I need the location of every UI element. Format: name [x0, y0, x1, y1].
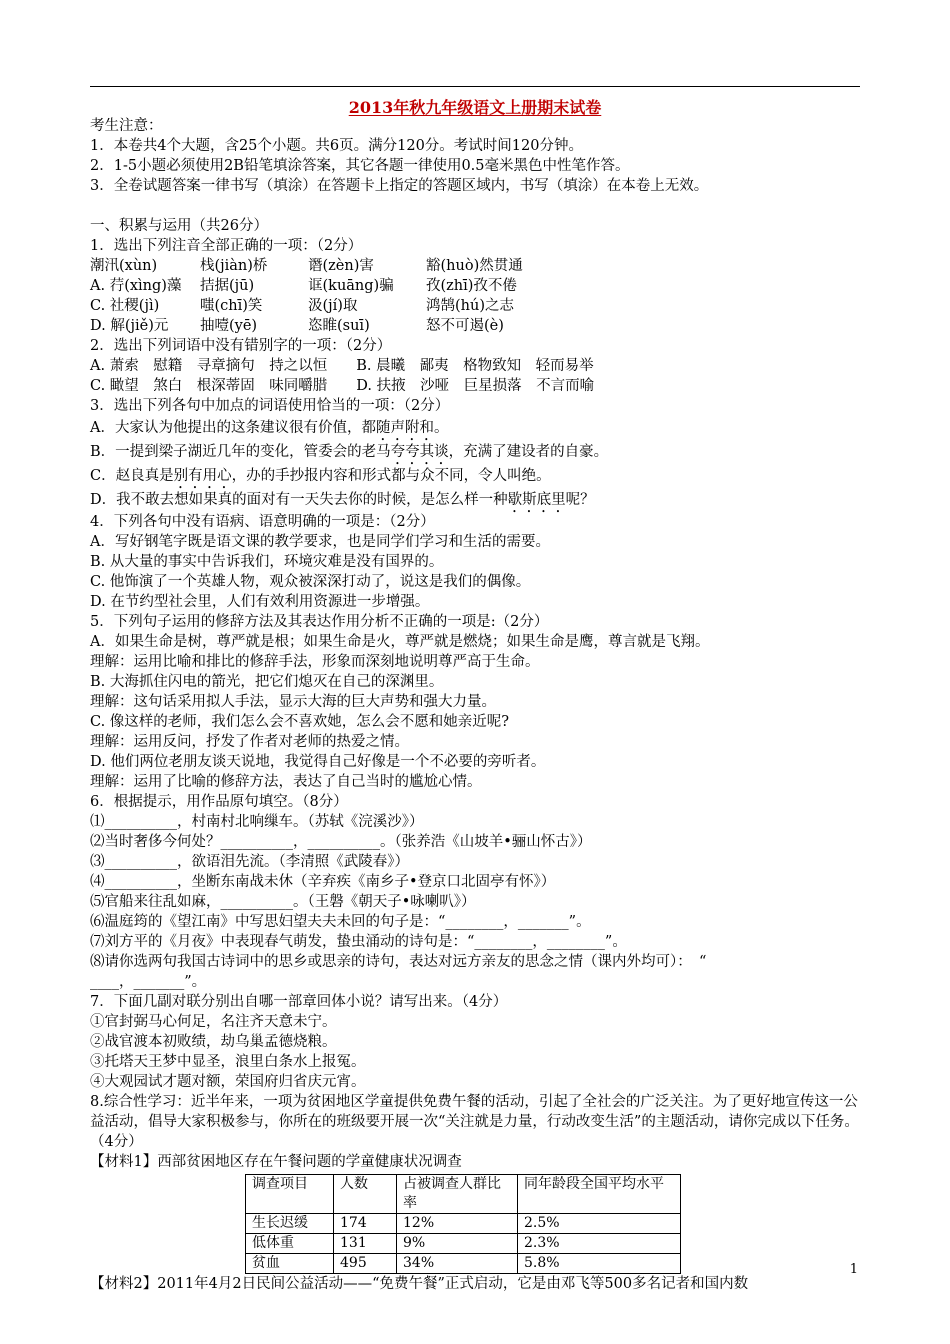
option-spacer [327, 376, 356, 396]
table-cell: 9% [397, 1234, 518, 1254]
option-cell: C. 社稷(jì) [90, 298, 160, 314]
q3-option [90, 488, 865, 512]
table-cell: 贫血 [246, 1254, 334, 1274]
q7-block [90, 992, 865, 1092]
q6-line: ⑹温庭筠的《望江南》中写思妇望夫夫未回的句子是：“________，_______”。 [90, 914, 591, 930]
q1-option-row [90, 296, 865, 316]
table-cell: 34% [397, 1254, 518, 1274]
option-text: C．赵良真是 [90, 468, 174, 484]
q7-line: ④大观园试才题对额，荣国府归省庆元宵。 [90, 1074, 366, 1090]
table-row [246, 1254, 681, 1274]
q5-line: C. 像这样的老师，我们怎么会不喜欢她，怎么会不愿和她亲近呢? [90, 714, 510, 730]
table-cell: 12% [397, 1214, 518, 1234]
page-number: 1 [849, 1262, 858, 1277]
table-cell: 2.3% [518, 1234, 681, 1254]
notice-item: 3．全卷试题答案一律书写（填涂）在答题卡上指定的答题区域内，书写（填涂）在本卷上无效。 [90, 178, 709, 194]
section-heading: 一、积累与运用（共26分） [90, 218, 268, 234]
q3-option [90, 464, 865, 488]
table-row [246, 1214, 681, 1234]
q5-line: A．如果生命是树，尊严就是根；如果生命是火，尊严就是燃烧；如果生命是鹰，尊言就是飞翔。 [90, 634, 710, 650]
option-cell: 谮(zèn)害 [308, 258, 374, 274]
option-cell: 恣睢(suī) [308, 318, 370, 334]
table-header: 调查项目 [246, 1175, 334, 1214]
table-cell: 2.5% [518, 1214, 681, 1234]
q5-line: 理解：这句话采用拟人手法，显示大海的巨大声势和强大力量。 [90, 694, 496, 710]
q6-line: ⑸官船来往乱如麻，__________。（王磐《朝天子•咏喇叭》） [90, 894, 476, 910]
q7-line: ①官封弼马心何足，名注齐天意未宁。 [90, 1014, 337, 1030]
q3-option [90, 440, 865, 464]
q4-line: A．写好钢笔字既是语文课的教学要求，也是同学们学习和生活的需要。 [90, 534, 550, 550]
option-cell: A. 荇(xìng)藻 [90, 278, 182, 294]
q3-options [90, 416, 865, 512]
dotted-phrase: 别有用心 [173, 468, 232, 484]
option-cell: 诓(kuāng)骗 [308, 278, 394, 294]
option-cell: 拮据(jū) [200, 278, 255, 294]
dotted-phrase: 歇斯底里 [507, 492, 566, 508]
option-cell: B. 晨曦 鄙夷 格物致知 轻而易举 [356, 358, 594, 374]
q2-option-row [90, 356, 865, 376]
q1-options [90, 256, 865, 336]
table-header: 占被调查人群比率 [397, 1175, 518, 1214]
q6-line: 6．根据提示，用作品原句填空。（8分） [90, 794, 348, 810]
option-cell: 怒不可遏(è) [426, 318, 504, 334]
q4-line: 4．下列各句中没有语病、语意明确的一项是：（2分） [90, 514, 435, 530]
option-text: 。 [433, 420, 449, 436]
q6-item-8-blank: ____，_______”。 [90, 974, 207, 990]
table-cell: 5.8% [518, 1254, 681, 1274]
option-cell: 汲(jí)取 [308, 298, 358, 314]
option-cell: C. 瞰望 煞白 根深蒂固 味同嚼腊 [90, 378, 328, 394]
q7-line: ③托塔天王梦中显圣，浪里白条水上报冤。 [90, 1054, 366, 1070]
option-spacer [327, 356, 356, 376]
option-cell: 栈(jiàn)桥 [200, 258, 268, 274]
option-cell: D. 扶掖 沙哑 巨星损落 不言而喻 [356, 378, 595, 394]
option-cell: 孜(zhī)孜不倦 [426, 278, 517, 294]
table-row [246, 1234, 681, 1254]
dotted-phrase: 夸夸其谈 [390, 444, 449, 460]
q5-line: 理解：运用反问，抒发了作者对老师的热爱之情。 [90, 734, 409, 750]
page-title: 2013年秋九年级语文上册期末试卷 [348, 98, 602, 117]
q7-line: ②战官渡本初败绩，劫乌巢孟德烧粮。 [90, 1034, 337, 1050]
q1-stem: 1．选出下列注音全部正确的一项：（2分） [90, 238, 363, 254]
q4-line: D. 在节约型社会里，人们有效利用资源进一步增强。 [90, 594, 430, 610]
table-cell: 174 [334, 1214, 397, 1234]
q5-line: B. 大海抓住闪电的箭光，把它们熄灭在自己的深渊里。 [90, 674, 444, 690]
option-cell: 豁(huò)然贯通 [426, 258, 523, 274]
option-cell: A. 萧索 慰籍 寻章摘句 持之以恒 [90, 358, 328, 374]
option-text: A．大家认为他提出的这条建议很有价值，都 [90, 420, 376, 436]
q6-line: ⑵当时奢侈今何处？__________，__________。（张养浩《山坡羊•骊山怀古》） [90, 834, 592, 850]
table-header: 人数 [334, 1175, 397, 1214]
option-text: D．我不敢去想如果真的面对有一天失去你的时候，是怎么样一种 [90, 492, 508, 508]
option-text: B．一提到梁子湖近几年的变化，管委会的老马 [90, 444, 391, 460]
material-1: 【材料1】西部贫困地区存在午餐问题的学童健康状况调查 [90, 1154, 462, 1170]
q6-block [90, 792, 865, 952]
option-cell: 嗤(chī)笑 [200, 298, 263, 314]
survey-table [245, 1174, 681, 1274]
table-header: 同年龄段全国平均水平 [518, 1175, 681, 1214]
q7-line: 7．下面几副对联分别出自哪一部章回体小说？请写出来。（4分） [90, 994, 508, 1010]
q5-line: 理解：运用了比喻的修辞方法，表达了自己当时的尴尬心情。 [90, 774, 482, 790]
q2-option-row [90, 376, 865, 396]
notice-heading: 考生注意： [90, 118, 163, 134]
material-2: 【材料2】2011年4月2日民间公益活动——“免费午餐”正式启动，它是由邓飞等500多名记者和国内数 [90, 1276, 749, 1292]
q5-line: 理解：运用比喻和排比的修辞手法，形象而深刻地说明尊严高于生命。 [90, 654, 540, 670]
q6-line: ⑷__________，坐断东南战未休（辛弃疾《南乡子•登京口北固亭有怀》） [90, 874, 556, 890]
q3-option [90, 416, 865, 440]
q1-option-row [90, 316, 865, 336]
q2-options [90, 356, 865, 396]
table-header-row [246, 1175, 681, 1214]
table-cell: 低体重 [246, 1234, 334, 1254]
table-cell: 生长迟缓 [246, 1214, 334, 1234]
q5-block [90, 612, 865, 792]
table-cell: 495 [334, 1254, 397, 1274]
option-cell: 抽噎(yē) [200, 318, 258, 334]
q4-line: C. 他饰演了一个英雄人物，观众被深深打动了，说这是我们的偶像。 [90, 574, 531, 590]
q4-line: B. 从大量的事实中告诉我们，环境灾难是没有国界的。 [90, 554, 444, 570]
option-cell: 潮汛(xùn) [90, 258, 158, 274]
q1-option-row [90, 276, 865, 296]
table-cell: 131 [334, 1234, 397, 1254]
notice-item: 1．本卷共4个大题，含25个小题。共6页。满分120分。考试时间120分钟。 [90, 138, 583, 154]
option-text: ，办的手抄报内容和形式都与众不同，令人叫绝。 [231, 468, 551, 484]
header-rule [90, 86, 860, 87]
option-text: 呢？ [565, 492, 595, 508]
q2-stem: 2．选出下列词语中没有错别字的一项：（2分） [90, 338, 392, 354]
exam-content [90, 116, 865, 1294]
q8-text: 8.综合性学习：近半年来，一项为贫困地区学童提供免费午餐的活动，引起了全社会的广泛关注。为了更好地宣传这一公益活动，倡导大家积极参与，你所在的班级要开展一次“关注就是力量，行动改变生活”的主题活动，请你完成以下任务。（4分） [90, 1094, 859, 1150]
q6-item-8: ⑻请你选两句我国古诗词中的思乡或思亲的诗句，表达对远方亲友的思念之情（课内外均可）： “ [90, 954, 707, 970]
q3-stem: 3．选出下列各句中加点的词语使用恰当的一项：（2分） [90, 398, 450, 414]
q5-line: 5．下列句子运用的修辞方法及其表达作用分析不正确的一项是:（2分） [90, 614, 549, 630]
dotted-phrase: 随声附和 [375, 420, 434, 436]
option-cell: D. 解(jiě)元 [90, 318, 169, 334]
q1-option-row [90, 256, 865, 276]
option-cell: 鸿鹄(hú)之志 [426, 298, 514, 314]
option-text: ，充满了建设者的自豪。 [448, 444, 609, 460]
q5-line: D. 他们两位老朋友谈天说地，我觉得自己好像是一个不必要的旁听者。 [90, 754, 546, 770]
q6-line: ⑶__________，欲语泪先流。（李清照《武陵春》） [90, 854, 409, 870]
q4-block [90, 512, 865, 612]
notice-item: 2．1-5小题必须使用2B铅笔填涂答案，其它各题一律使用0.5毫米黑色中性笔作答。 [90, 158, 630, 174]
q6-line: ⑴__________，村南村北响缫车。（苏轼《浣溪沙》） [90, 814, 424, 830]
q6-line: ⑺刘方平的《月夜》中表现春气萌发，蛰虫涌动的诗句是：“________，________”。 [90, 934, 627, 950]
